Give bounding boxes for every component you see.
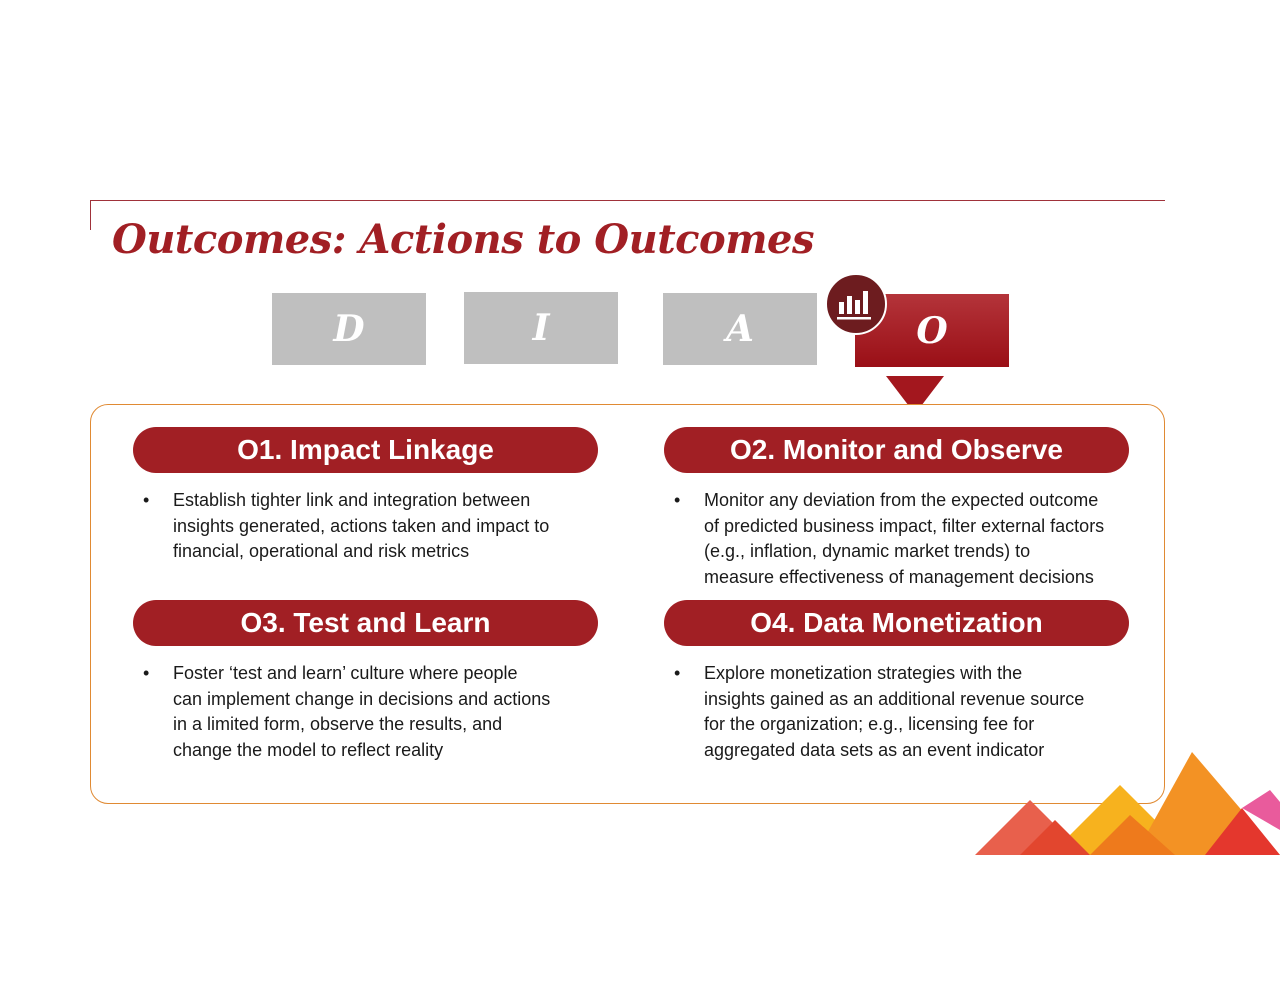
text-line: for the organization; e.g., licensing fee for — [704, 714, 1035, 734]
text-line: aggregated data sets as an event indicator — [704, 739, 1045, 760]
text-line: insights gained as an additional revenue source — [704, 688, 1085, 709]
step-a: A — [663, 293, 817, 365]
text-line: financial, operational and risk metrics — [173, 541, 470, 561]
text-line: Explore monetization strategies with the — [704, 663, 1023, 683]
slide-title: Outcomes: Actions to Outcomes — [112, 216, 815, 263]
step-i: I — [464, 292, 618, 364]
text-line: can implement change in decisions and actions — [173, 688, 551, 709]
text-line: measure effectiveness of management decisions — [704, 566, 1094, 587]
text-line: Monitor any deviation from the expected outcome — [704, 490, 1099, 510]
section-body-o3 — [143, 661, 551, 763]
section-body-o1 — [143, 488, 550, 565]
section-heading-o3: O3. Test and Learn — [133, 600, 598, 646]
section-heading-o4: O4. Data Monetization — [664, 600, 1129, 646]
section-body-o4 — [674, 661, 1085, 763]
text-line: change the model to reflect reality — [173, 739, 444, 760]
text-line: of predicted business impact, filter external factors — [704, 515, 1105, 536]
bullet-icon: • — [674, 490, 681, 510]
step-o-active: O — [855, 294, 1009, 367]
bullet-icon: • — [143, 490, 150, 510]
bullet-icon: • — [143, 663, 150, 683]
header-rule-tick — [90, 200, 91, 230]
bullet-icon: • — [674, 663, 681, 683]
section-heading-o1: O1. Impact Linkage — [133, 427, 598, 473]
bar-chart-icon — [825, 273, 887, 335]
text-line: (e.g., inflation, dynamic market trends) to — [704, 541, 1031, 561]
step-d: D — [272, 293, 426, 365]
text-line: Foster ‘test and learn’ culture where people — [173, 663, 518, 683]
text-line: in a limited form, observe the results, and — [173, 714, 503, 734]
section-heading-o2: O2. Monitor and Observe — [664, 427, 1129, 473]
text-line: insights generated, actions taken and impact to — [173, 515, 550, 536]
header-rule — [90, 200, 1165, 201]
section-body-o2 — [674, 488, 1105, 590]
text-line: Establish tighter link and integration between — [173, 490, 531, 510]
decorative-triangles — [970, 750, 1280, 860]
